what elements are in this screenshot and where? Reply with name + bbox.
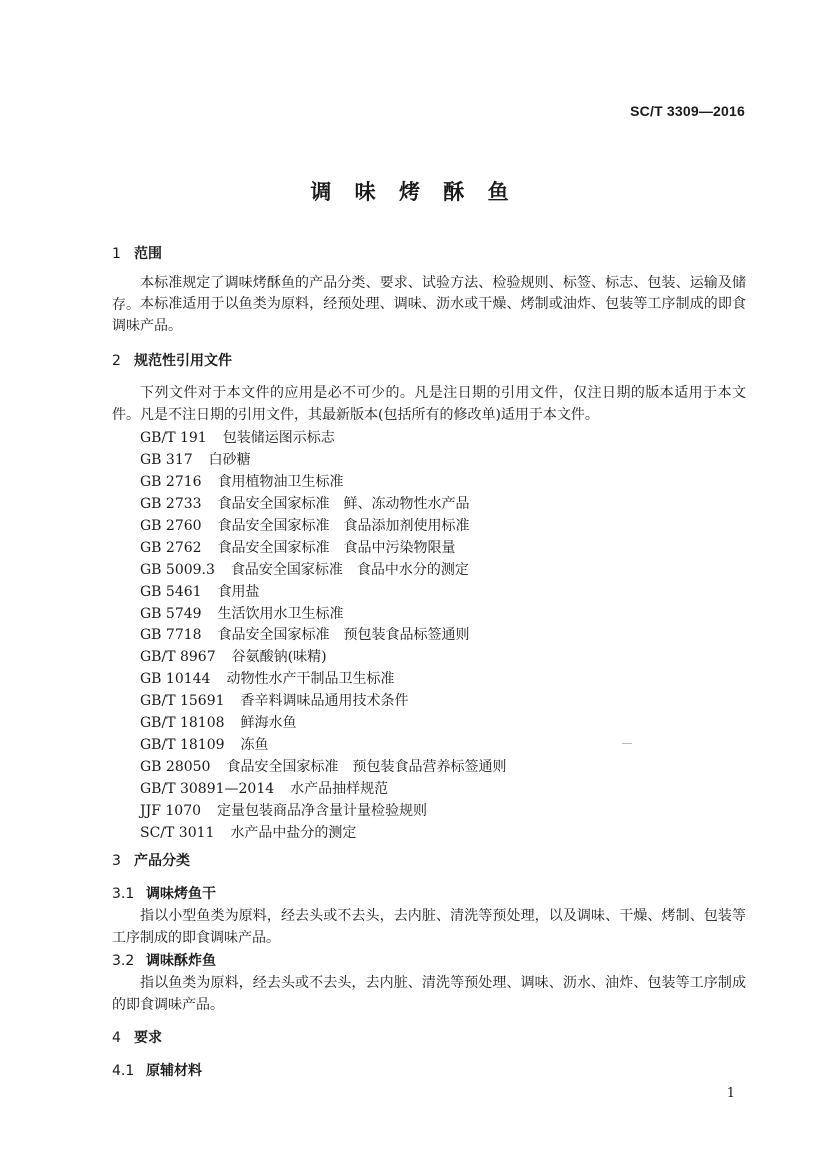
section-number: 3	[112, 853, 121, 869]
reference-code: GB/T 191	[140, 430, 207, 446]
section-heading-scope	[112, 244, 162, 264]
reference-name: 定量包装商品净含量计量检验规则	[217, 802, 428, 819]
subsection-heading	[112, 1061, 202, 1081]
reference-name: 食品安全国家标准 食品中污染物限量	[217, 539, 456, 556]
reference-code: GB 7718	[140, 627, 202, 644]
reference-name: 香辛料调味品通用技术条件	[240, 693, 409, 710]
reference-code: GB 10144	[140, 671, 211, 688]
list-item	[140, 428, 506, 450]
reference-code: GB/T 18108	[140, 715, 225, 732]
list-item	[140, 538, 506, 560]
section-number: 2	[112, 353, 121, 369]
reference-code: SC/T 3011	[140, 824, 215, 841]
reference-name: 水产品中盐分的测定	[230, 824, 357, 841]
paragraph: 本标准适用于以鱼类为原料，经预处理、调味、沥水或干燥、烤制或油炸、包装等工序制成的即食调味产品。	[112, 296, 746, 334]
reference-name: 白砂糖	[208, 451, 251, 468]
reference-name: 食品安全国家标准 预包装食品营养标签通则	[226, 759, 507, 776]
reference-name: 食用盐	[217, 583, 260, 600]
reference-name: 包装储运图示标志	[222, 430, 335, 446]
section-heading-requirements	[112, 1028, 162, 1048]
reference-name: 食用植物油卫生标准	[217, 473, 344, 490]
scan-artifact	[622, 743, 632, 744]
list-item	[140, 450, 506, 472]
list-item	[140, 801, 506, 823]
subsection-number: 3.1	[112, 886, 135, 902]
list-item	[140, 691, 506, 713]
list-item	[140, 823, 506, 845]
section-title: 产品分类	[134, 853, 190, 869]
reference-name: 食品安全国家标准 食品添加剂使用标准	[217, 517, 470, 534]
reference-name: 食品安全国家标准 食品中水分的测定	[230, 561, 469, 578]
subsection-title: 原辅材料	[146, 1063, 202, 1079]
paragraph: 指以小型鱼类为原料，经去头或不去头，去内脏、清洗等预处理，以及调味、干燥、烤制、包装等工序制成的即食调味产品。	[112, 908, 746, 946]
section-number: 4	[112, 1030, 121, 1046]
subsection-number: 3.2	[112, 953, 135, 969]
list-item	[140, 713, 506, 735]
reference-code: GB 2716	[140, 473, 202, 490]
subsection-heading	[112, 951, 216, 971]
reference-code: JJF 1070	[140, 802, 202, 819]
list-item	[140, 647, 506, 669]
subsection-title: 调味烤鱼干	[146, 886, 216, 902]
list-item	[140, 757, 506, 779]
list-item	[140, 582, 506, 604]
list-item	[140, 735, 506, 757]
reference-code: GB/T 15691	[140, 693, 225, 710]
paragraph: 指以鱼类为原料，经去头或不去头，去内脏、清洗等预处理、调味、沥水、油炸、包装等工序制成的即食调味产品。	[112, 975, 746, 1013]
reference-code: GB 2733	[140, 495, 202, 512]
standard-code: SC/T 3309—2016	[630, 103, 745, 119]
reference-name: 鲜海水鱼	[240, 715, 297, 732]
document-title: 调 味 烤 酥 鱼	[310, 180, 517, 204]
reference-name: 食品安全国家标准 预包装食品标签通则	[217, 627, 470, 644]
section-title: 范围	[134, 246, 162, 262]
list-item	[140, 604, 506, 626]
reference-code: GB 2762	[140, 539, 202, 556]
reference-name: 冻鱼	[240, 737, 269, 754]
section-number: 1	[112, 246, 121, 262]
page-number: 1	[726, 1086, 735, 1101]
reference-code: GB 5461	[140, 583, 202, 600]
reference-name: 谷氨酸钠(味精)	[231, 649, 327, 666]
paragraph: 本标准规定了调味烤酥鱼的产品分类、要求、试验方法、检验规则、标签、标志、包装、运输及储存。	[112, 275, 746, 313]
list-item	[140, 472, 506, 494]
reference-code: GB/T 8967	[140, 649, 216, 666]
reference-name: 食品安全国家标准 鲜、冻动物性水产品	[217, 495, 470, 512]
reference-code: GB/T 30891—2014	[140, 781, 275, 797]
list-item	[140, 516, 506, 538]
section-title: 要求	[134, 1030, 162, 1046]
subsection-heading	[112, 884, 216, 904]
section-heading-product-classification	[112, 851, 190, 871]
reference-name: 动物性水产干制品卫生标准	[226, 671, 395, 688]
reference-name: 生活饮用水卫生标准	[217, 605, 344, 622]
list-item	[140, 779, 506, 801]
reference-name: 水产品抽样规范	[290, 781, 389, 797]
reference-list	[140, 428, 506, 845]
subsection-number: 4.1	[112, 1063, 135, 1079]
reference-code: GB 2760	[140, 517, 202, 534]
section-heading-normative-references	[112, 351, 232, 371]
list-item	[140, 494, 506, 516]
list-item	[140, 560, 506, 582]
reference-code: GB 5009.3	[140, 561, 215, 578]
reference-code: GB 5749	[140, 605, 202, 622]
reference-code: GB 28050	[140, 759, 211, 776]
subsection-title: 调味酥炸鱼	[146, 953, 216, 969]
list-item	[140, 669, 506, 691]
reference-code: GB/T 18109	[140, 737, 225, 754]
list-item	[140, 625, 506, 647]
paragraph: 下列文件对于本文件的应用是必不可少的。凡是注日期的引用文件，仅注日期的版本适用于本文件。凡是不注日期的引用文件，其最新版本(包括所有的修改单)适用于本文件。	[112, 385, 746, 423]
section-title: 规范性引用文件	[134, 353, 232, 369]
reference-code: GB 317	[140, 451, 193, 468]
